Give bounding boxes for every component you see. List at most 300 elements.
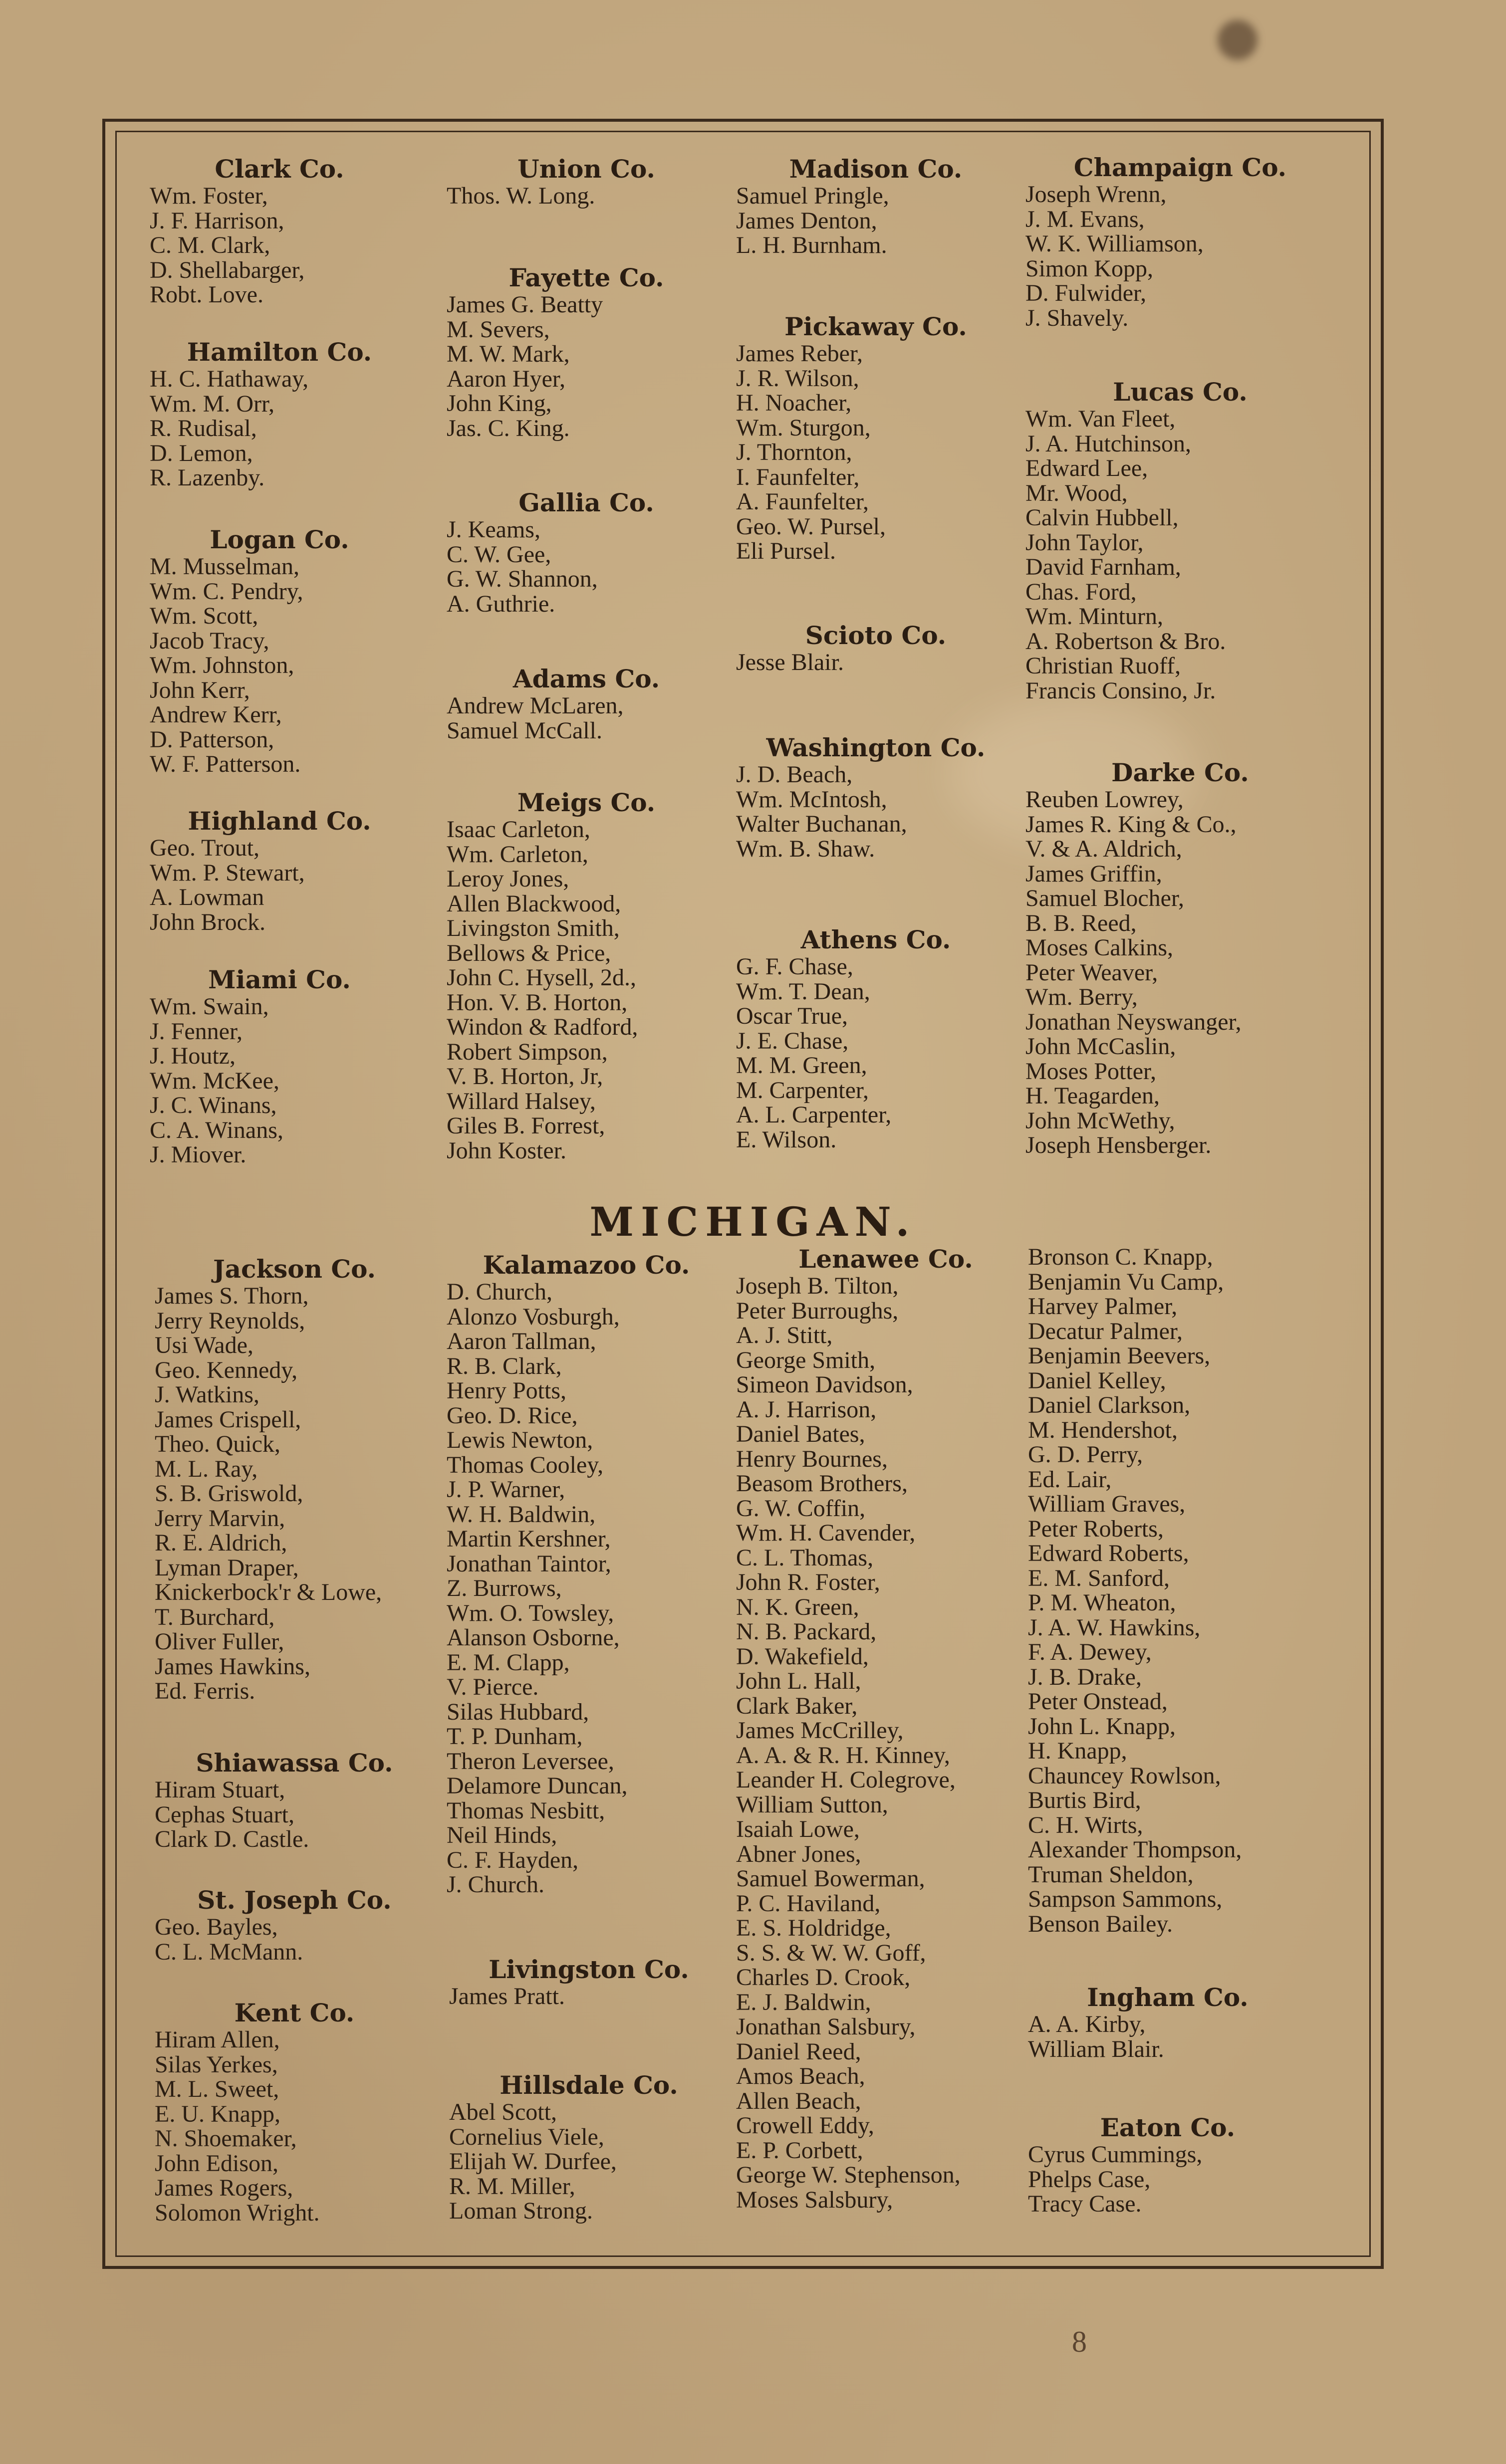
list-item: R. B. Clark, bbox=[447, 1352, 562, 1379]
county-block bbox=[150, 965, 409, 1167]
county-heading: Kalamazoo Co. bbox=[483, 1250, 690, 1280]
county-block bbox=[1025, 758, 1335, 1158]
list-item: Lyman Draper, bbox=[155, 1554, 299, 1581]
list-item: Wm. M. Orr, bbox=[150, 390, 275, 417]
county-block bbox=[1028, 2113, 1307, 2217]
county-heading: Shiawassa Co. bbox=[196, 1748, 393, 1778]
county-heading: Hamilton Co. bbox=[187, 337, 372, 367]
list-item: Alexander Thompson, bbox=[1028, 1836, 1242, 1863]
list-item: Silas Hubbard, bbox=[447, 1698, 589, 1725]
list-item: M. L. Ray, bbox=[155, 1455, 258, 1482]
list-item: Alonzo Vosburgh, bbox=[447, 1303, 620, 1330]
county-block bbox=[736, 155, 1015, 258]
list-item: W. F. Patterson. bbox=[150, 751, 301, 777]
list-item: Christian Ruoff, bbox=[1025, 653, 1181, 679]
list-item: Oliver Fuller, bbox=[155, 1628, 284, 1655]
county-block bbox=[1028, 1983, 1307, 2061]
list-item: James S. Thorn, bbox=[155, 1283, 309, 1309]
list-item: D. Patterson, bbox=[150, 726, 274, 753]
list-item: Walter Buchanan, bbox=[736, 811, 907, 837]
county-heading: Kent Co. bbox=[234, 1998, 355, 2027]
list-item: Allen Blackwood, bbox=[447, 890, 621, 917]
county-heading: Meigs Co. bbox=[517, 788, 656, 817]
list-item: Decatur Palmer, bbox=[1028, 1318, 1183, 1344]
list-item: A. J. Stitt, bbox=[736, 1322, 833, 1348]
list-item: A. J. Harrison, bbox=[736, 1396, 877, 1423]
list-item: H. Knapp, bbox=[1028, 1738, 1127, 1764]
county-heading: Washington Co. bbox=[766, 733, 986, 762]
list-item: Henry Bournes, bbox=[736, 1445, 888, 1472]
county-heading: Jackson Co. bbox=[213, 1254, 376, 1284]
list-item: J. Miover. bbox=[150, 1141, 247, 1168]
list-item: M. Hendershot, bbox=[1028, 1416, 1178, 1443]
list-item: Wm. Van Fleet, bbox=[1025, 406, 1176, 432]
list-item: James Denton, bbox=[736, 207, 877, 234]
county-heading: Highland Co. bbox=[188, 806, 371, 836]
list-item: J. R. Wilson, bbox=[736, 365, 859, 392]
list-item: Knickerbock'r & Lowe, bbox=[155, 1579, 382, 1605]
county-block bbox=[736, 733, 1015, 861]
list-item: Silas Yerkes, bbox=[155, 2051, 278, 2078]
list-item: M. W. Mark, bbox=[447, 341, 570, 367]
list-item: John R. Foster, bbox=[736, 1569, 880, 1595]
county-block bbox=[1025, 153, 1335, 330]
list-item: James G. Beatty bbox=[447, 291, 603, 318]
county-heading: Pickaway Co. bbox=[784, 312, 967, 341]
list-item: Peter Roberts, bbox=[1028, 1515, 1164, 1542]
list-item: Joseph Hensberger. bbox=[1025, 1132, 1212, 1158]
list-item: John Taylor, bbox=[1025, 529, 1144, 556]
county-block bbox=[155, 1255, 434, 1704]
list-item: G. F. Chase, bbox=[736, 953, 853, 980]
list-item: D. Lemon, bbox=[150, 440, 253, 466]
list-item: C. W. Gee, bbox=[447, 541, 551, 568]
list-item: Simon Kopp, bbox=[1025, 255, 1154, 282]
county-heading: Scioto Co. bbox=[805, 621, 947, 650]
county-block bbox=[449, 2071, 729, 2224]
list-item: James Rogers, bbox=[155, 2175, 293, 2201]
list-item: Phelps Case, bbox=[1028, 2166, 1151, 2193]
county-block bbox=[447, 788, 726, 1163]
list-item: Delamore Duncan, bbox=[447, 1773, 628, 1799]
county-heading: Miami Co. bbox=[208, 965, 351, 994]
list-item: Wm. C. Pendry, bbox=[150, 578, 303, 605]
list-item: A. A. Kirby, bbox=[1028, 2011, 1146, 2037]
county-heading: Fayette Co. bbox=[508, 263, 664, 292]
list-item: P. C. Haviland, bbox=[736, 1890, 881, 1917]
list-item: Jerry Marvin, bbox=[155, 1505, 285, 1532]
list-item: Moses Potter, bbox=[1025, 1058, 1157, 1085]
list-item: John Kerr, bbox=[150, 676, 250, 703]
list-item: George W. Stephenson, bbox=[736, 2162, 961, 2188]
list-item: Aaron Hyer, bbox=[447, 365, 565, 392]
list-item: Ed. Lair, bbox=[1028, 1466, 1112, 1493]
list-item: Allen Beach, bbox=[736, 2087, 861, 2114]
county-heading: St. Joseph Co. bbox=[197, 1885, 392, 1915]
list-item: James Crispell, bbox=[155, 1406, 301, 1433]
list-item: Windon & Radford, bbox=[447, 1014, 638, 1040]
list-item: G. W. Shannon, bbox=[447, 566, 598, 592]
list-item: J. Church. bbox=[447, 1871, 544, 1898]
county-heading: Hillsdale Co. bbox=[500, 2070, 678, 2100]
list-item: Peter Weaver, bbox=[1025, 959, 1158, 986]
list-item: Wm. McIntosh, bbox=[736, 786, 887, 813]
list-item: A. Robertson & Bro. bbox=[1025, 628, 1226, 655]
list-item: William Sutton, bbox=[736, 1791, 888, 1818]
list-item: Moses Calkins, bbox=[1025, 934, 1174, 961]
county-block bbox=[736, 621, 1015, 675]
list-item: L. H. Burnham. bbox=[736, 232, 887, 258]
list-item: Reuben Lowrey, bbox=[1025, 786, 1184, 813]
list-item: H. Teagarden, bbox=[1025, 1083, 1160, 1109]
list-item: N. K. Green, bbox=[736, 1593, 859, 1620]
county-block bbox=[447, 488, 726, 616]
county-block bbox=[449, 1955, 729, 2009]
state-heading: MICHIGAN. bbox=[589, 1198, 917, 1245]
list-item: John C. Hysell, 2d., bbox=[447, 964, 637, 991]
list-item: Wm. Swain, bbox=[150, 993, 269, 1020]
county-block bbox=[155, 1999, 434, 2225]
list-item: D. Shellabarger, bbox=[150, 256, 305, 283]
list-item: C. H. Wirts, bbox=[1028, 1811, 1143, 1838]
list-item: Harvey Palmer, bbox=[1028, 1293, 1178, 1320]
list-item: Geo. Kennedy, bbox=[155, 1356, 298, 1383]
county-heading: Lucas Co. bbox=[1113, 377, 1248, 407]
list-item: Benson Bailey. bbox=[1028, 1910, 1173, 1937]
list-item: J. A. W. Hawkins, bbox=[1028, 1614, 1201, 1641]
list-item: A. Lowman bbox=[150, 884, 264, 910]
county-heading: Darke Co. bbox=[1111, 758, 1249, 787]
list-item: T. Burchard, bbox=[155, 1603, 275, 1630]
list-item: Andrew Kerr, bbox=[150, 701, 282, 728]
list-item: B. B. Reed, bbox=[1025, 909, 1137, 936]
list-item: E. U. Knapp, bbox=[155, 2100, 280, 2127]
list-item: Samuel Pringle, bbox=[736, 183, 889, 209]
list-item: C. A. Winans, bbox=[150, 1117, 283, 1143]
list-item: John L. Hall, bbox=[736, 1668, 861, 1694]
list-item: Henry Potts, bbox=[447, 1377, 566, 1404]
list-item: J. A. Hutchinson, bbox=[1025, 430, 1192, 457]
list-item: Geo. D. Rice, bbox=[447, 1402, 578, 1429]
list-item: Jonathan Neyswanger, bbox=[1025, 1008, 1242, 1035]
county-block bbox=[447, 263, 726, 441]
list-item: P. M. Wheaton, bbox=[1028, 1589, 1176, 1616]
list-item: Aaron Tallman, bbox=[447, 1328, 596, 1354]
list-item: Samuel McCall. bbox=[447, 717, 602, 744]
list-item: Mr. Wood, bbox=[1025, 479, 1128, 506]
list-item: Jonathan Taintor, bbox=[447, 1550, 611, 1577]
list-item: Samuel Bowerman, bbox=[736, 1865, 925, 1892]
list-item: James Hawkins, bbox=[155, 1653, 310, 1680]
county-block bbox=[447, 155, 726, 209]
paper-stain bbox=[1218, 20, 1257, 60]
list-item: James Reber, bbox=[736, 340, 863, 367]
list-item: Geo. Bayles, bbox=[155, 1914, 278, 1940]
list-item: Theron Leversee, bbox=[447, 1748, 614, 1775]
list-item: James Griffin, bbox=[1025, 860, 1162, 887]
list-item: Edward Roberts, bbox=[1028, 1540, 1189, 1567]
list-item: N. Shoemaker, bbox=[155, 2125, 297, 2152]
list-item: Wm. O. Towsley, bbox=[447, 1599, 614, 1626]
list-item: Charles D. Crook, bbox=[736, 1964, 911, 1991]
list-item: George Smith, bbox=[736, 1346, 876, 1373]
county-heading: Athens Co. bbox=[800, 925, 951, 954]
county-heading: Logan Co. bbox=[210, 525, 349, 554]
list-item: N. B. Packard, bbox=[736, 1618, 877, 1645]
list-item: Ed. Ferris. bbox=[155, 1678, 255, 1704]
list-item: Jas. C. King. bbox=[447, 415, 570, 442]
county-block bbox=[150, 155, 409, 307]
list-item: Thos. W. Long. bbox=[447, 183, 595, 209]
list-item: Chauncey Rowlson, bbox=[1028, 1762, 1221, 1789]
list-item: A. A. & R. H. Kinney, bbox=[736, 1742, 950, 1769]
list-item: M. M. Green, bbox=[736, 1052, 867, 1079]
list-item: A. Guthrie. bbox=[447, 590, 555, 617]
county-heading: Lenawee Co. bbox=[798, 1244, 973, 1274]
list-item: Martin Kershner, bbox=[447, 1526, 611, 1552]
list-item: Benjamin Beevers, bbox=[1028, 1343, 1211, 1369]
list-item: Isaiah Lowe, bbox=[736, 1816, 860, 1842]
county-heading: Gallia Co. bbox=[518, 488, 654, 517]
list-item: G. W. Coffin, bbox=[736, 1495, 866, 1522]
list-item: Alanson Osborne, bbox=[447, 1624, 620, 1651]
list-item: Lewis Newton, bbox=[447, 1427, 593, 1453]
list-item: S. B. Griswold, bbox=[155, 1480, 303, 1507]
list-item: M. Carpenter, bbox=[736, 1077, 869, 1104]
list-item: Jerry Reynolds, bbox=[155, 1307, 305, 1334]
list-item: Willard Halsey, bbox=[447, 1088, 596, 1115]
list-item: M. Musselman, bbox=[150, 553, 299, 580]
list-item: Wm. P. Stewart, bbox=[150, 859, 305, 886]
list-item: Chas. Ford, bbox=[1025, 578, 1137, 605]
list-item: Beasom Brothers, bbox=[736, 1470, 908, 1497]
list-item: J. B. Drake, bbox=[1028, 1663, 1142, 1690]
list-item: Calvin Hubbell, bbox=[1025, 504, 1179, 531]
list-item: Wm. Sturgon, bbox=[736, 414, 871, 441]
list-item: Wm. Scott, bbox=[150, 603, 258, 629]
list-item: Peter Onstead, bbox=[1028, 1688, 1168, 1715]
list-item: W. K. Williamson, bbox=[1025, 230, 1204, 257]
list-item: E. S. Holdridge, bbox=[736, 1915, 891, 1941]
list-item: James Pratt. bbox=[449, 1983, 565, 2010]
list-item: M. Severs, bbox=[447, 316, 550, 343]
list-item: Edward Lee, bbox=[1025, 455, 1148, 481]
county-block bbox=[150, 807, 409, 934]
county-block bbox=[155, 1749, 434, 1852]
list-item: R. Rudisal, bbox=[150, 415, 257, 442]
list-item: Leander H. Colegrove, bbox=[736, 1767, 956, 1793]
county-block bbox=[150, 338, 409, 490]
list-item: Loman Strong. bbox=[449, 2198, 593, 2224]
list-item: Robt. Love. bbox=[150, 281, 263, 308]
list-item: Sampson Sammons, bbox=[1028, 1886, 1223, 1912]
list-item: Jonathan Salsbury, bbox=[736, 2014, 916, 2040]
page-number: 8 bbox=[1072, 2325, 1087, 2358]
list-item: Francis Consino, Jr. bbox=[1025, 677, 1216, 704]
list-item: W. H. Baldwin, bbox=[447, 1501, 596, 1528]
list-item: E. M. Sanford, bbox=[1028, 1565, 1170, 1591]
list-item: Jacob Tracy, bbox=[150, 627, 269, 654]
list-item: R. Lazenby. bbox=[150, 464, 265, 491]
list-item: Moses Salsbury, bbox=[736, 2186, 893, 2213]
list-item: V. B. Horton, Jr, bbox=[447, 1063, 603, 1090]
list-item: V. & A. Aldrich, bbox=[1025, 836, 1182, 862]
list-item: C. F. Hayden, bbox=[447, 1846, 579, 1873]
list-item: C. L. Thomas, bbox=[736, 1544, 874, 1571]
list-item: James R. King & Co., bbox=[1025, 811, 1237, 838]
list-item: Peter Burroughs, bbox=[736, 1297, 899, 1324]
list-item: Abel Scott, bbox=[449, 2099, 557, 2125]
list-item: Hon. V. B. Horton, bbox=[447, 989, 628, 1016]
list-item: Wm. McKee, bbox=[150, 1067, 279, 1094]
county-block bbox=[736, 1245, 1035, 2212]
list-item: J. Watkins, bbox=[155, 1381, 259, 1408]
list-item: J. Shavely. bbox=[1025, 304, 1129, 331]
list-item: Cornelius Viele, bbox=[449, 2123, 604, 2150]
list-item: Tracy Case. bbox=[1028, 2191, 1142, 2217]
list-item: Amos Beach, bbox=[736, 2063, 865, 2089]
list-item: Joseph Wrenn, bbox=[1025, 181, 1167, 208]
county-heading: Champaign Co. bbox=[1073, 153, 1287, 182]
list-item: Samuel Blocher, bbox=[1025, 885, 1184, 911]
list-item: Wm. Minturn, bbox=[1025, 603, 1163, 630]
list-item: Solomon Wright. bbox=[155, 2199, 320, 2226]
list-item: Leroy Jones, bbox=[447, 866, 569, 892]
list-item: Simeon Davidson, bbox=[736, 1371, 913, 1398]
county-heading: Union Co. bbox=[517, 154, 655, 184]
list-item: John Brock. bbox=[150, 908, 265, 935]
list-item: Wm. Berry, bbox=[1025, 984, 1138, 1010]
list-item: Abner Jones, bbox=[736, 1840, 861, 1867]
county-heading: Livingston Co. bbox=[489, 1955, 689, 1984]
list-item: John McCaslin, bbox=[1025, 1033, 1176, 1060]
list-item: Wm. Carleton, bbox=[447, 841, 588, 868]
list-item: E. Wilson. bbox=[736, 1126, 837, 1153]
list-item: Z. Burrows, bbox=[447, 1575, 562, 1601]
list-item: Bronson C. Knapp, bbox=[1028, 1244, 1213, 1270]
list-item: Eli Pursel. bbox=[736, 538, 836, 564]
list-item: T. P. Dunham, bbox=[447, 1723, 583, 1750]
list-item: Wm. Foster, bbox=[150, 183, 268, 209]
list-item: J. F. Harrison, bbox=[150, 207, 284, 234]
list-item: I. Faunfelter, bbox=[736, 463, 860, 490]
list-item: Crowell Eddy, bbox=[736, 2112, 874, 2139]
county-block bbox=[1025, 378, 1335, 703]
list-item: Wm. Johnston, bbox=[150, 652, 294, 678]
list-item: Oscar True, bbox=[736, 1003, 848, 1029]
list-item: J. E. Chase, bbox=[736, 1027, 849, 1054]
list-item: Wm. H. Cavender, bbox=[736, 1520, 916, 1546]
list-item: Truman Sheldon, bbox=[1028, 1861, 1194, 1888]
list-item: S. S. & W. W. Goff, bbox=[736, 1939, 926, 1966]
list-item: D. Wakefield, bbox=[736, 1643, 869, 1670]
list-item: Daniel Clarkson, bbox=[1028, 1392, 1191, 1418]
list-item: R. E. Aldrich, bbox=[155, 1530, 287, 1556]
list-item: A. Faunfelter, bbox=[736, 488, 869, 515]
list-item: Thomas Nesbitt, bbox=[447, 1797, 605, 1824]
list-item: H. C. Hathaway, bbox=[150, 366, 309, 392]
list-item: John Koster. bbox=[447, 1137, 566, 1164]
list-item: Daniel Bates, bbox=[736, 1421, 865, 1447]
list-item: Andrew McLaren, bbox=[447, 692, 624, 719]
list-item: J. Houtz, bbox=[150, 1043, 236, 1069]
county-block bbox=[155, 1886, 434, 1964]
list-item: Joseph B. Tilton, bbox=[736, 1273, 899, 1299]
list-item: H. Noacher, bbox=[736, 390, 852, 416]
list-item: Isaac Carleton, bbox=[447, 816, 590, 843]
list-item: Hiram Stuart, bbox=[155, 1777, 285, 1803]
county-heading: Adams Co. bbox=[512, 664, 660, 693]
list-item: Theo. Quick, bbox=[155, 1431, 280, 1457]
list-item: Hiram Allen, bbox=[155, 2026, 280, 2053]
list-item: Livingston Smith, bbox=[447, 915, 620, 941]
county-heading: Ingham Co. bbox=[1087, 1983, 1249, 2012]
list-item: C. L. McMann. bbox=[155, 1938, 303, 1965]
list-item: Thomas Cooley, bbox=[447, 1451, 604, 1478]
list-item: Daniel Reed, bbox=[736, 2038, 861, 2065]
list-item: William Blair. bbox=[1028, 2035, 1164, 2062]
county-block bbox=[736, 925, 1015, 1152]
county-block bbox=[447, 665, 726, 743]
list-item: V. Pierce. bbox=[447, 1674, 539, 1700]
list-item: J. Fenner, bbox=[150, 1018, 243, 1045]
county-heading: Clark Co. bbox=[215, 154, 344, 184]
list-item: Wm. B. Shaw. bbox=[736, 835, 875, 862]
list-item: Elijah W. Durfee, bbox=[449, 2148, 617, 2175]
list-item: John King, bbox=[447, 390, 552, 417]
county-block bbox=[447, 1251, 726, 1897]
list-item: Daniel Kelley, bbox=[1028, 1367, 1166, 1394]
list-item: Geo. W. Pursel, bbox=[736, 513, 886, 540]
county-block bbox=[736, 312, 1015, 564]
list-item: F. A. Dewey, bbox=[1028, 1639, 1152, 1665]
county-heading: Eaton Co. bbox=[1100, 2113, 1236, 2142]
list-item: J. D. Beach, bbox=[736, 761, 853, 788]
list-item: Bellows & Price, bbox=[447, 939, 611, 966]
list-item: D. Fulwider, bbox=[1025, 280, 1147, 306]
list-item: Burtis Bird, bbox=[1028, 1787, 1141, 1813]
list-item: J. P. Warner, bbox=[447, 1476, 565, 1503]
list-item: William Graves, bbox=[1028, 1491, 1186, 1517]
list-item: M. L. Sweet, bbox=[155, 2076, 279, 2102]
list-item: Clark Baker, bbox=[736, 1692, 858, 1719]
list-item: Robert Simpson, bbox=[447, 1038, 608, 1065]
list-item: R. M. Miller, bbox=[449, 2173, 575, 2200]
list-item: Neil Hinds, bbox=[447, 1822, 557, 1848]
list-item: James McCrilley, bbox=[736, 1717, 904, 1744]
list-item: Wm. T. Dean, bbox=[736, 978, 870, 1005]
list-item: Cyrus Cummings, bbox=[1028, 2141, 1203, 2168]
list-item: David Farnham, bbox=[1025, 554, 1181, 580]
list-item: Benjamin Vu Camp, bbox=[1028, 1268, 1224, 1295]
list-item: John McWethy, bbox=[1025, 1107, 1175, 1134]
list-item: G. D. Perry, bbox=[1028, 1441, 1143, 1468]
list-item: Usi Wade, bbox=[155, 1332, 253, 1358]
list-item: Clark D. Castle. bbox=[155, 1826, 309, 1852]
list-item: J. Thornton, bbox=[736, 439, 852, 465]
list-item: J. C. Winans, bbox=[150, 1092, 277, 1119]
county-heading: Madison Co. bbox=[789, 154, 963, 184]
county-block bbox=[150, 525, 409, 777]
list-item: Geo. Trout, bbox=[150, 835, 260, 861]
list-item: J. Keams, bbox=[447, 516, 540, 543]
list-item: Giles B. Forrest, bbox=[447, 1113, 605, 1139]
list-item: Cephas Stuart, bbox=[155, 1801, 294, 1828]
list-item: E. J. Baldwin, bbox=[736, 1989, 871, 2016]
list-item: E. M. Clapp, bbox=[447, 1649, 570, 1676]
list-item: D. Church, bbox=[447, 1279, 552, 1305]
list-item: John Edison, bbox=[155, 2150, 279, 2177]
